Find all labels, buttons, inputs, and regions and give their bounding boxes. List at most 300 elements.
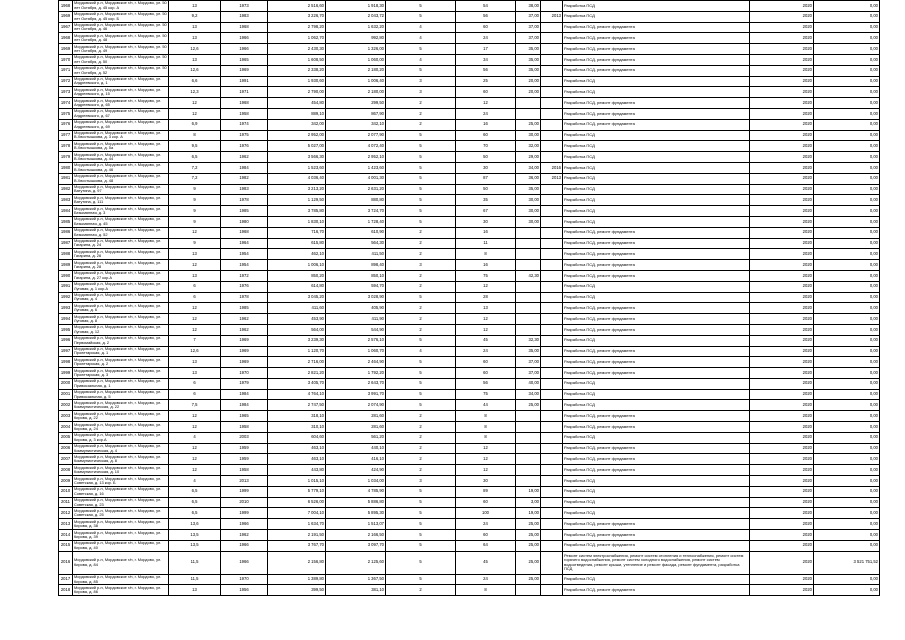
row-number-cell: 1978 (59, 141, 73, 152)
table-row (59, 443, 880, 454)
cost-cell: 0,00 (814, 281, 880, 292)
row-number-cell: 2011 (59, 497, 73, 508)
row-number-cell: 2016 (59, 551, 73, 574)
last-repair-year-cell (541, 54, 563, 65)
address-cell: Мордовский р-н, Мордовское г/п, г. Мордово, ул. 50 лет Октября, д. 45 кор. Б (74, 11, 167, 21)
row-number-cell: 2005 (59, 432, 73, 443)
wall-material-cell: 6,5 (169, 508, 221, 519)
address-cell: Мордовский р-н, Мордовское г/п, г. Мордово, ул. Ватутина, д. 97 (73, 184, 169, 195)
wall-material-cell: 6,5 (169, 497, 221, 508)
cost-cell: 0,00 (814, 378, 880, 389)
planned-year-cell: 2020 (750, 314, 814, 325)
total-area-cell: 3 566,30 (268, 152, 326, 163)
apartments-cell: 75 (456, 389, 516, 400)
planned-year-cell: 2020 (750, 54, 814, 65)
work-type-cell: Разработка ПСД (563, 141, 750, 152)
last-repair-year-cell (541, 260, 563, 271)
row-number-cell: 1992 (59, 292, 73, 303)
wall-material-cell: 13 (169, 249, 221, 260)
apartments-cell: 60 (456, 357, 516, 368)
residents-cell: 30,00 (516, 130, 541, 141)
cost-cell: 0,00 (814, 324, 880, 335)
apartments-cell: 25 (456, 76, 516, 87)
year-built-cell: 1964 (221, 238, 268, 249)
last-repair-year-cell (541, 357, 563, 368)
address-cell: Мордовский р-н, Мордовское г/п, г. Мордово, ул. Пролетарская, д. 1 (73, 346, 169, 357)
year-built-cell: 1954 (221, 260, 268, 271)
year-built-cell: 1962 (221, 152, 268, 163)
planned-year-cell: 2020 (750, 519, 814, 530)
address-cell: Мордовский р-н, Мордовское г/п, г. Мордово, ул. В.Хвостышкова, д. 3 кор. А (73, 130, 169, 141)
year-built-cell: 2010 (221, 497, 268, 508)
apartments-cell: 24 (456, 574, 516, 585)
address-cell: Мордовский р-н, Мордовское г/п, г. Мордово, ул. Советская, д. 16 (73, 486, 169, 497)
address-cell: Мордовский р-н, Мордовское г/п, г. Мордово, ул. Андреевского, д. 67 (73, 108, 169, 119)
row-number-cell: 1986 (59, 227, 73, 238)
living-area-cell: 3 724,70 (326, 206, 386, 217)
living-area-cell: 2 166,50 (326, 530, 386, 541)
floors-cell: 5 (386, 574, 456, 585)
total-area-cell: 2 716,00 (268, 357, 326, 368)
planned-year-cell: 2020 (750, 551, 814, 574)
residents-cell: 42,30 (516, 270, 541, 281)
work-type-cell: Разработка ПСД, ремонт фундамента (563, 98, 750, 109)
residents-cell (516, 476, 541, 487)
last-repair-year-cell (541, 454, 563, 465)
residents-cell: 35,00 (516, 65, 541, 76)
last-repair-year-cell (541, 368, 563, 379)
table-row (59, 33, 880, 44)
work-type-cell: Разработка ПСД, ремонт фундамента (563, 65, 750, 76)
planned-year-cell: 2020 (750, 497, 814, 508)
residents-cell: 19,00 (516, 508, 541, 519)
residents-cell: 35,00 (516, 184, 541, 195)
last-repair-year-cell (541, 195, 563, 206)
work-type-cell: Разработка ПСД (563, 216, 750, 227)
living-area-cell: 594,70 (326, 281, 386, 292)
planned-year-cell: 2020 (750, 130, 814, 141)
planned-year-cell: 2020 (750, 400, 814, 411)
last-repair-year-cell (541, 216, 563, 227)
living-area-cell: 564,30 (326, 238, 386, 249)
year-built-cell: 1969 (221, 335, 268, 346)
planned-year-cell: 2020 (750, 184, 814, 195)
residents-cell: 30,00 (516, 195, 541, 206)
wall-material-cell: 12 (169, 324, 221, 335)
last-repair-year-cell (541, 443, 563, 454)
last-repair-year-cell (541, 206, 563, 217)
work-type-cell: Разработка ПСД, ремонт фундамента (563, 314, 750, 325)
address-cell: Мордовский р-н, Мордовское г/п, г. Мордово, ул. Кирова, д. 38 (73, 519, 169, 530)
wall-material-cell: 12 (169, 443, 221, 454)
total-area-cell: 1 062,70 (268, 33, 326, 44)
cost-cell: 0,00 (814, 422, 880, 433)
address-cell: Мордовский р-н, Мордовское г/п, г. Мордово, ул. Андреевского, д. 1 (73, 76, 169, 87)
year-built-cell: 2013 (221, 476, 268, 487)
apartments-cell: 11 (456, 238, 516, 249)
total-area-cell: 1 523,60 (268, 162, 326, 173)
apartments-cell: 87 (456, 173, 516, 184)
last-repair-year-cell (541, 400, 563, 411)
table-row (59, 184, 880, 195)
table-row (59, 508, 880, 519)
year-built-cell: 1968 (221, 227, 268, 238)
living-area-cell: 1 918,30 (326, 1, 386, 12)
table-row (59, 44, 880, 55)
cost-cell: 0,00 (814, 454, 880, 465)
year-built-cell: 1962 (221, 324, 268, 335)
year-built-cell: 1966 (221, 540, 268, 551)
table-row (59, 303, 880, 314)
apartments-cell: 60 (456, 530, 516, 541)
planned-year-cell: 2020 (750, 465, 814, 476)
residents-cell (516, 281, 541, 292)
housing-register-table (58, 0, 880, 596)
planned-year-cell: 2020 (750, 476, 814, 487)
year-built-cell: 1968 (221, 22, 268, 33)
total-area-cell: 1 389,80 (268, 574, 326, 585)
floors-cell: 5 (386, 378, 456, 389)
table-row (59, 260, 880, 271)
work-type-cell: Разработка ПСД (563, 152, 750, 163)
planned-year-cell: 2020 (750, 368, 814, 379)
floors-cell: 2 (386, 281, 456, 292)
living-area-cell: 1 034,00 (326, 476, 386, 487)
floors-cell: 2 (386, 443, 456, 454)
cost-cell: 0,00 (814, 346, 880, 357)
work-type-cell: Разработка ПСД, ремонт фундамента (563, 422, 750, 433)
work-type-cell: Разработка ПСД, ремонт фундамента (563, 108, 750, 119)
wall-material-cell: 13 (169, 270, 221, 281)
residents-cell: 19,00 (516, 486, 541, 497)
row-number-cell: 1991 (59, 281, 73, 292)
table-row (59, 1, 880, 12)
total-area-cell: 4 036,40 (268, 173, 326, 184)
total-area-cell: 850,20 (268, 270, 326, 281)
row-number-cell: 1985 (59, 216, 73, 227)
residents-cell: 25,00 (516, 119, 541, 130)
living-area-cell: 3 991,70 (326, 389, 386, 400)
address-cell: Мордовский р-н, Мордовское г/п, г. Мордово, ул. Безымянная, д. 3 (73, 206, 169, 217)
last-repair-year-cell (541, 281, 563, 292)
table-row (59, 346, 880, 357)
living-area-cell: 281,60 (326, 422, 386, 433)
row-number-cell: 1977 (59, 130, 73, 141)
year-built-cell: 1974 (221, 119, 268, 130)
row-number-cell: 1975 (59, 108, 73, 119)
year-built-cell: 1968 (221, 98, 268, 109)
year-built-cell: 1970 (221, 574, 268, 585)
residents-cell: 30,00 (516, 206, 541, 217)
wall-material-cell: 9,5 (169, 141, 221, 152)
apartments-cell: 30 (456, 162, 516, 173)
floors-cell: 4 (386, 54, 456, 65)
table-row (59, 76, 880, 87)
address-cell: Мордовский р-н, Мордовское г/п, г. Мордово, ул. Привокзальная, д. 1 (73, 378, 169, 389)
row-number-cell: 1988 (59, 249, 73, 260)
residents-cell: 25,00 (516, 530, 541, 541)
year-built-cell: 1965 (221, 54, 268, 65)
residents-cell: 25,00 (516, 519, 541, 530)
last-repair-year-cell (541, 465, 563, 476)
cost-cell: 0,00 (814, 141, 880, 152)
living-area-cell: 1 006,40 (326, 76, 386, 87)
floors-cell: 5 (386, 368, 456, 379)
cost-cell: 0,00 (814, 249, 880, 260)
row-number-cell: 1967 (59, 22, 73, 33)
row-number-cell: 1998 (59, 357, 73, 368)
cost-cell: 0,00 (814, 368, 880, 379)
wall-material-cell: 6,5 (169, 152, 221, 163)
apartments-cell: 17 (456, 44, 516, 55)
planned-year-cell: 2020 (750, 454, 814, 465)
wall-material-cell: 6 (169, 389, 221, 400)
work-type-cell: Разработка ПСД, ремонт фундамента (563, 585, 750, 596)
work-type-cell: Разработка ПСД (563, 574, 750, 585)
cost-cell: 0,00 (814, 152, 880, 163)
apartments-cell: 13 (456, 303, 516, 314)
apartments-cell: 60 (456, 22, 516, 33)
residents-cell (516, 314, 541, 325)
residents-cell: 37,00 (516, 357, 541, 368)
year-built-cell: 1975 (221, 130, 268, 141)
planned-year-cell: 2020 (750, 260, 814, 271)
cost-cell: 0,00 (814, 497, 880, 508)
table-row (59, 227, 880, 238)
row-number-cell: 2018 (59, 585, 73, 596)
work-type-cell: Разработка ПСД (563, 400, 750, 411)
wall-material-cell: 12 (169, 454, 221, 465)
living-area-cell: 1 060,70 (326, 346, 386, 357)
cost-cell: 0,00 (814, 54, 880, 65)
wall-material-cell: 7,2 (169, 162, 221, 173)
cost-cell: 0,00 (814, 335, 880, 346)
work-type-cell: Разработка ПСД, ремонт фундамента (563, 54, 750, 65)
planned-year-cell: 2020 (750, 195, 814, 206)
work-type-cell: Разработка ПСД, ремонт фундамента (563, 22, 750, 33)
living-area-cell: 992,80 (326, 33, 386, 44)
residents-cell: 20,00 (516, 76, 541, 87)
apartments-cell: 8 (456, 249, 516, 260)
planned-year-cell: 2020 (750, 65, 814, 76)
floors-cell: 5 (386, 486, 456, 497)
total-area-cell: 4 764,10 (268, 389, 326, 400)
total-area-cell: 463,10 (268, 443, 326, 454)
row-number-cell: 2006 (59, 443, 73, 454)
apartments-cell: 24 (456, 33, 516, 44)
work-type-cell: Разработка ПСД, ремонт фундамента (563, 33, 750, 44)
residents-cell (516, 411, 541, 422)
floors-cell: 2 (386, 108, 456, 119)
wall-material-cell: 9,2 (169, 11, 221, 22)
cost-cell: 0,00 (814, 357, 880, 368)
living-area-cell: 867,90 (326, 108, 386, 119)
living-area-cell: 544,90 (326, 324, 386, 335)
living-area-cell: 1 632,20 (326, 22, 386, 33)
wall-material-cell: 13 (169, 54, 221, 65)
living-area-cell: 424,90 (326, 465, 386, 476)
floors-cell: 4 (386, 33, 456, 44)
total-area-cell: 614,80 (268, 281, 326, 292)
table-row (59, 54, 880, 65)
planned-year-cell: 2020 (750, 486, 814, 497)
year-built-cell: 1966 (221, 519, 268, 530)
wall-material-cell: 7 (169, 335, 221, 346)
wall-material-cell: 13 (169, 22, 221, 33)
address-cell: Мордовский р-н, Мордовское г/п, г. Мордово, ул. Кирова, д. 24 (73, 422, 169, 433)
row-number-cell: 1969 (59, 44, 73, 55)
work-type-cell: Разработка ПСД, ремонт фундамента (563, 357, 750, 368)
row-number-cell: 1997 (59, 346, 73, 357)
wall-material-cell: 9 (169, 238, 221, 249)
table-row (59, 173, 880, 184)
floors-cell: 2 (386, 98, 456, 109)
living-area-cell: 381,10 (326, 585, 386, 596)
wall-material-cell: 9 (169, 195, 221, 206)
total-area-cell: 2 516,60 (268, 1, 326, 12)
last-repair-year-cell (541, 292, 563, 303)
living-area-cell: 5 895,30 (326, 508, 386, 519)
work-type-cell: Разработка ПСД (563, 173, 750, 184)
work-type-cell: Разработка ПСД (563, 162, 750, 173)
apartments-cell: 34 (456, 54, 516, 65)
apartments-cell: 60 (456, 497, 516, 508)
last-repair-year-cell (541, 270, 563, 281)
apartments-cell: 16 (456, 260, 516, 271)
wall-material-cell: 12,6 (169, 346, 221, 357)
planned-year-cell: 2020 (750, 508, 814, 519)
total-area-cell: 1 015,10 (268, 476, 326, 487)
cost-cell: 0,00 (814, 540, 880, 551)
cost-cell: 0,00 (814, 108, 880, 119)
total-area-cell: 3 767,70 (268, 540, 326, 551)
table-row (59, 551, 880, 574)
table-row (59, 206, 880, 217)
residents-cell: 40,00 (516, 378, 541, 389)
last-repair-year-cell (541, 530, 563, 541)
address-cell: Мордовский р-н, Мордовское г/п, г. Мордово, ул. Луговая, д. 12 (73, 324, 169, 335)
cost-cell: 0,00 (814, 314, 880, 325)
living-area-cell: 411,50 (326, 249, 386, 260)
year-built-cell: 1970 (221, 368, 268, 379)
last-repair-year-cell (541, 335, 563, 346)
apartments-cell: 24 (456, 346, 516, 357)
address-cell: Мордовский р-н, Мордовское г/п, г. Мордово, ул. Кирова, д. 22 (73, 411, 169, 422)
residents-cell: 25,00 (516, 400, 541, 411)
last-repair-year-cell: 2013 (541, 11, 563, 22)
last-repair-year-cell (541, 519, 563, 530)
total-area-cell: 2 790,00 (268, 87, 326, 98)
living-area-cell: 2 180,20 (326, 65, 386, 76)
residents-cell (516, 422, 541, 433)
living-area-cell: 2 952,10 (326, 152, 386, 163)
row-number-cell: 2012 (59, 508, 73, 519)
cost-cell: 0,00 (814, 195, 880, 206)
row-number-cell: 2008 (59, 465, 73, 476)
year-built-cell: 1966 (221, 551, 268, 574)
row-number-cell: 2001 (59, 389, 73, 400)
table-row (59, 497, 880, 508)
floors-cell: 2 (386, 238, 456, 249)
floors-cell: 5 (386, 508, 456, 519)
row-number-cell: 1999 (59, 368, 73, 379)
floors-cell: 3 (386, 476, 456, 487)
address-cell: Мордовский р-н, Мордовское г/п, г. Мордово, ул. Луговая, д. 6 (73, 303, 169, 314)
living-area-cell: 2 576,10 (326, 335, 386, 346)
work-type-cell: Разработка ПСД, ремонт фундамента (563, 540, 750, 551)
row-number-cell: 1980 (59, 162, 73, 173)
last-repair-year-cell (541, 227, 563, 238)
planned-year-cell: 2020 (750, 249, 814, 260)
work-type-cell: Разработка ПСД, ремонт фундамента (563, 238, 750, 249)
living-area-cell: 1 728,40 (326, 216, 386, 227)
residents-cell: 32,00 (516, 141, 541, 152)
planned-year-cell: 2020 (750, 216, 814, 227)
work-type-cell: Разработка ПСД, ремонт фундамента (563, 227, 750, 238)
year-built-cell: 1969 (221, 357, 268, 368)
total-area-cell: 3 226,70 (268, 11, 326, 22)
living-area-cell: 610,90 (326, 227, 386, 238)
apartments-cell: 45 (456, 551, 516, 574)
cost-cell: 0,00 (814, 389, 880, 400)
apartments-cell: 28 (456, 292, 516, 303)
wall-material-cell: 6,5 (169, 486, 221, 497)
living-area-cell: 405,90 (326, 303, 386, 314)
cost-cell: 0,00 (814, 33, 880, 44)
cost-cell: 0,00 (814, 303, 880, 314)
work-type-cell: Разработка ПСД, ремонт фундамента (563, 530, 750, 541)
wall-material-cell: 12,6 (169, 44, 221, 55)
floors-cell: 5 (386, 1, 456, 12)
last-repair-year-cell (541, 44, 563, 55)
last-repair-year-cell (541, 33, 563, 44)
total-area-cell: 1 830,10 (268, 216, 326, 227)
total-area-cell: 2 338,20 (268, 65, 326, 76)
work-type-cell: Разработка ПСД (563, 476, 750, 487)
floors-cell: 5 (386, 551, 456, 574)
planned-year-cell: 2020 (750, 389, 814, 400)
planned-year-cell: 2020 (750, 162, 814, 173)
total-area-cell: 453,90 (268, 314, 326, 325)
planned-year-cell: 2020 (750, 98, 814, 109)
living-area-cell: 2 074,90 (326, 400, 386, 411)
last-repair-year-cell (541, 119, 563, 130)
table-row (59, 368, 880, 379)
last-repair-year-cell (541, 486, 563, 497)
last-repair-year-cell (541, 574, 563, 585)
work-type-cell: Разработка ПСД, ремонт фундамента (563, 465, 750, 476)
year-built-cell: 1958 (221, 108, 268, 119)
wall-material-cell: 12 (169, 98, 221, 109)
residents-cell: 25,00 (516, 551, 541, 574)
work-type-cell: Разработка ПСД (563, 432, 750, 443)
total-area-cell: 1 006,10 (268, 260, 326, 271)
total-area-cell: 2 191,50 (268, 530, 326, 541)
table-row (59, 270, 880, 281)
work-type-cell: Разработка ПСД, ремонт фундамента (563, 368, 750, 379)
cost-cell: 0,00 (814, 238, 880, 249)
residents-cell: 29,00 (516, 152, 541, 163)
apartments-cell: 67 (456, 206, 516, 217)
wall-material-cell: 12 (169, 465, 221, 476)
residents-cell: 35,00 (516, 54, 541, 65)
table-row (59, 292, 880, 303)
year-built-cell: 1978 (221, 292, 268, 303)
floors-cell: 3 (386, 76, 456, 87)
address-cell: Мордовский р-н, Мордовское г/п, г. Мордово, ул. В.Хвостышкова, д. 44 (73, 152, 169, 163)
last-repair-year-cell (541, 497, 563, 508)
year-built-cell: 1954 (221, 249, 268, 260)
